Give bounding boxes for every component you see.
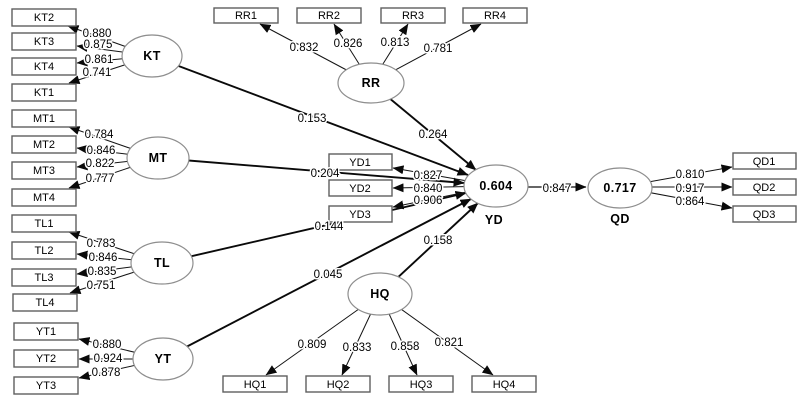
construct-label-HQ: HQ	[370, 287, 390, 301]
loading-value-YT1: 0.880	[92, 339, 122, 351]
loading-value-TL4: 0.751	[86, 280, 116, 292]
indicator-label-RR2: RR2	[317, 10, 341, 22]
loading-value-YD2: 0.840	[413, 183, 443, 195]
indicator-label-TL3: TL3	[34, 272, 54, 284]
indicator-QD3	[733, 206, 796, 222]
indicator-label-HQ2: HQ2	[326, 379, 350, 391]
indicator-label-HQ3: HQ3	[409, 379, 433, 391]
construct-YT	[133, 338, 193, 380]
loading-value-MT1: 0.784	[84, 129, 114, 141]
loading-value-YT3: 0.878	[91, 367, 121, 379]
loading-value-YD1: 0.827	[413, 170, 443, 182]
indicator-label-QD3: QD3	[752, 209, 776, 221]
indicator-KT1	[12, 84, 76, 101]
construct-label-YT: YT	[154, 352, 172, 366]
indicator-label-MT2: MT2	[33, 139, 55, 151]
indicator-label-HQ1: HQ1	[243, 379, 267, 391]
indicator-KT4	[12, 58, 76, 75]
indicator-QD2	[733, 179, 796, 195]
indicator-HQ2	[306, 376, 370, 392]
loading-value-TL2: 0.846	[88, 252, 118, 264]
loading-value-TL1: 0.783	[86, 238, 116, 250]
path-coefficient-HQ-YD: 0.158	[423, 235, 453, 247]
indicator-MT3	[12, 162, 76, 179]
indicator-RR1	[214, 8, 278, 23]
indicator-MT1	[12, 110, 76, 127]
indicator-label-RR4: RR4	[483, 10, 507, 22]
indicator-label-TL4: TL4	[35, 297, 55, 309]
indicator-KT2	[12, 9, 76, 26]
indicator-label-KT3: KT3	[33, 36, 55, 48]
indicator-YT3	[14, 377, 78, 394]
construct-KT	[122, 35, 182, 77]
loading-value-QD3: 0.864	[675, 196, 705, 208]
indicator-label-TL1: TL1	[34, 218, 54, 230]
construct-RR	[338, 63, 404, 103]
indicator-label-YT3: YT3	[35, 380, 57, 392]
indicator-QD1	[733, 153, 796, 169]
indicator-label-YT1: YT1	[35, 326, 57, 338]
loading-value-QD2: 0.917	[675, 183, 705, 195]
path-coefficient-YT-YD: 0.045	[313, 269, 343, 281]
path-coefficient-RR-YD: 0.264	[418, 129, 448, 141]
construct-MT	[127, 137, 189, 179]
indicator-TL2	[12, 242, 76, 259]
loading-value-KT4: 0.861	[84, 54, 114, 66]
loading-value-RR3: 0.813	[380, 37, 410, 49]
loading-value-MT3: 0.822	[85, 158, 115, 170]
loading-value-RR1: 0.832	[289, 42, 319, 54]
loading-value-KT3: 0.875	[83, 39, 113, 51]
construct-label-QD: QD	[610, 212, 630, 226]
loading-value-MT4: 0.777	[85, 173, 115, 185]
construct-TL	[131, 242, 193, 284]
indicator-label-QD2: QD2	[752, 182, 776, 194]
indicator-YT2	[14, 350, 78, 367]
path-coefficient-YD-QD: 0.847	[542, 183, 572, 195]
loading-value-HQ2: 0.833	[342, 342, 372, 354]
indicator-label-KT4: KT4	[33, 61, 55, 73]
indicator-label-YD1: YD1	[349, 157, 371, 169]
indicator-label-QD1: QD1	[752, 156, 776, 168]
construct-label-RR: RR	[361, 76, 381, 90]
indicator-label-MT1: MT1	[33, 113, 55, 125]
indicator-label-RR3: RR3	[401, 10, 425, 22]
construct-QD	[588, 168, 652, 226]
loading-value-YT2: 0.924	[93, 353, 123, 365]
loading-value-HQ3: 0.858	[390, 341, 420, 353]
indicator-TL4	[13, 294, 77, 311]
indicator-RR2	[297, 8, 361, 23]
r2-value-QD: 0.717	[603, 181, 637, 195]
path-coefficient-TL-YD: 0.144	[314, 221, 344, 233]
indicator-TL3	[12, 269, 76, 286]
construct-label-TL: TL	[153, 256, 171, 270]
loading-value-RR4: 0.781	[423, 43, 453, 55]
indicator-KT3	[12, 33, 76, 50]
indicator-label-MT4: MT4	[33, 192, 55, 204]
indicator-label-YD2: YD2	[349, 183, 371, 195]
indicator-HQ4	[472, 376, 536, 392]
construct-HQ	[348, 273, 412, 315]
indicator-RR3	[381, 8, 445, 23]
loading-value-MT2: 0.846	[86, 145, 116, 157]
construct-YD	[464, 165, 528, 227]
loading-value-KT1: 0.741	[82, 67, 112, 79]
path-coefficient-MT-YD: 0.204	[310, 168, 340, 180]
loading-value-TL3: 0.835	[87, 266, 117, 278]
indicator-label-YT2: YT2	[35, 353, 57, 365]
loading-value-QD1: 0.810	[675, 169, 705, 181]
path-coefficient-KT-YD: 0.153	[297, 113, 327, 125]
indicator-HQ3	[389, 376, 453, 392]
indicator-RR4	[463, 8, 527, 23]
loading-value-KT2: 0.880	[82, 28, 112, 40]
indicator-label-TL2: TL2	[34, 245, 54, 257]
indicator-label-HQ4: HQ4	[492, 379, 516, 391]
indicator-label-KT1: KT1	[33, 87, 55, 99]
indicator-label-RR1: RR1	[234, 10, 258, 22]
loading-value-YD3: 0.906	[413, 195, 443, 207]
indicator-HQ1	[223, 376, 287, 392]
r2-value-YD: 0.604	[479, 179, 513, 193]
indicator-label-YD3: YD3	[349, 209, 371, 221]
indicator-MT2	[12, 136, 76, 153]
loading-value-HQ1: 0.809	[297, 339, 327, 351]
construct-label-KT: KT	[143, 49, 161, 63]
indicator-YD3	[329, 206, 392, 222]
indicator-YT1	[14, 323, 78, 340]
indicator-MT4	[12, 189, 76, 206]
indicator-TL1	[12, 215, 76, 232]
indicator-label-MT3: MT3	[33, 165, 55, 177]
loading-value-HQ4: 0.821	[434, 337, 464, 349]
loading-value-RR2: 0.826	[333, 38, 363, 50]
construct-label-MT: MT	[148, 151, 168, 165]
indicator-YD2	[329, 180, 392, 196]
construct-label-YD: YD	[484, 213, 504, 227]
indicator-label-KT2: KT2	[33, 12, 55, 24]
